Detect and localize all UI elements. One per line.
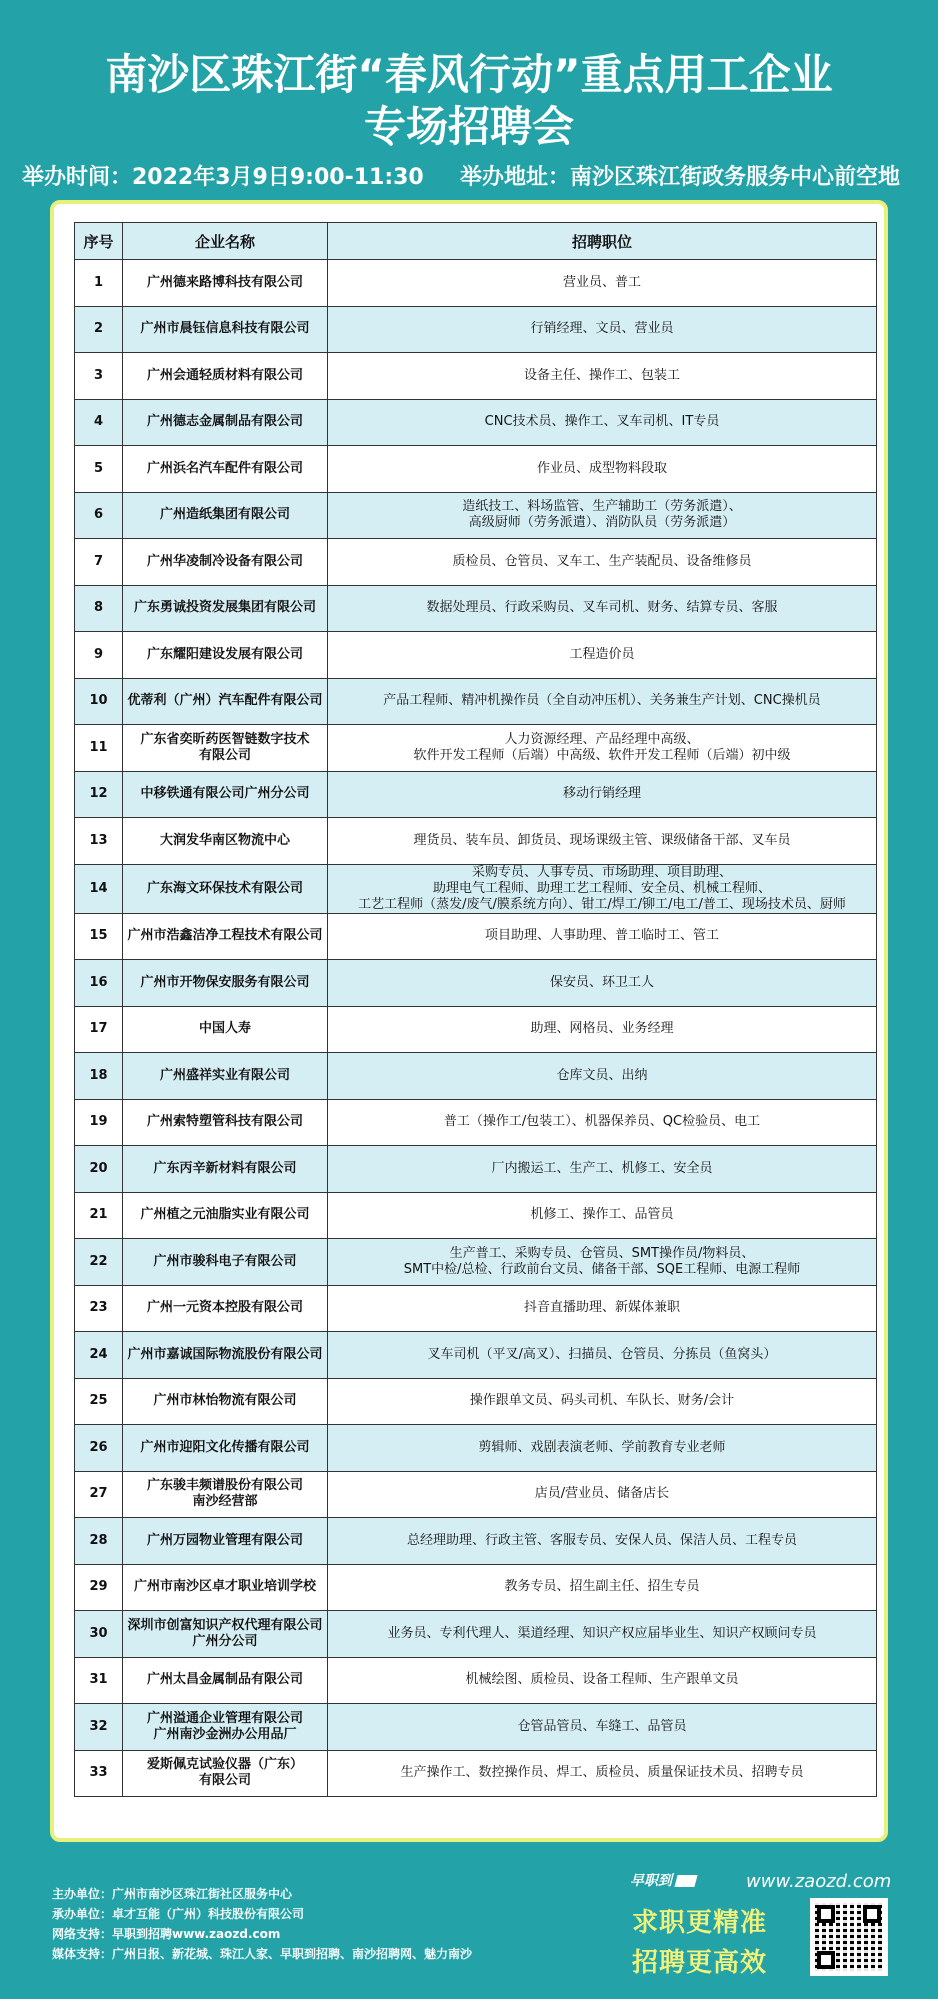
row-number: 8	[75, 585, 123, 632]
company-name: 广州市迎阳文化传播有限公司	[123, 1425, 328, 1472]
company-name: 广东耀阳建设发展有限公司	[123, 632, 328, 679]
job-positions: 仓管品管员、车缝工、品管员	[328, 1704, 877, 1751]
company-name: 广东勇诚投资发展集团有限公司	[123, 585, 328, 632]
company-name: 中移铁通有限公司广州分公司	[123, 771, 328, 818]
job-positions: 移动行销经理	[328, 771, 877, 818]
row-number: 2	[75, 306, 123, 353]
row-number: 22	[75, 1239, 123, 1286]
table-row	[75, 960, 877, 1007]
job-positions: CNC技术员、操作工、叉车司机、IT专员	[328, 399, 877, 446]
table-row	[75, 1564, 877, 1611]
row-number: 28	[75, 1518, 123, 1565]
company-name: 广州德来路博科技有限公司	[123, 260, 328, 307]
job-positions: 普工（操作工/包装工）、机器保养员、QC检验员、电工	[328, 1099, 877, 1146]
table-row	[75, 1750, 877, 1797]
table-row	[75, 913, 877, 960]
row-number: 5	[75, 446, 123, 493]
header-positions: 招聘职位	[328, 223, 877, 260]
company-name: 广州华凌制冷设备有限公司	[123, 539, 328, 586]
table-row	[75, 1657, 877, 1704]
row-number: 14	[75, 864, 123, 913]
row-number: 26	[75, 1425, 123, 1472]
job-positions: 抖音直播助理、新媒体兼职	[328, 1285, 877, 1332]
company-name: 广州德志金属制品有限公司	[123, 399, 328, 446]
job-positions: 业务员、专利代理人、渠道经理、知识产权应届毕业生、知识产权顾问专员	[328, 1611, 877, 1658]
table-row	[75, 539, 877, 586]
company-name: 中国人寿	[123, 1006, 328, 1053]
job-positions: 采购专员、人事专员、市场助理、项目助理、 助理电气工程师、助理工艺工程师、安全员、机械工程师、 工艺工程师（蒸发/废气/膜系统方向）、钳工/焊工/铆工/电工/普工、现场技术员、厨师	[328, 864, 877, 913]
table-row	[75, 585, 877, 632]
table-row	[75, 446, 877, 493]
company-name: 广州盛祥实业有限公司	[123, 1053, 328, 1100]
job-positions: 机械绘图、质检员、设备工程师、生产跟单文员	[328, 1657, 877, 1704]
job-positions: 造纸技工、料场监管、生产辅助工（劳务派遣）、 高级厨师（劳务派遣）、消防队员（劳务派遣）	[328, 492, 877, 539]
table-row	[75, 1425, 877, 1472]
table-row	[75, 1099, 877, 1146]
row-number: 10	[75, 678, 123, 725]
company-name: 广州浜名汽车配件有限公司	[123, 446, 328, 493]
row-number: 25	[75, 1378, 123, 1425]
table-row	[75, 632, 877, 679]
table-row	[75, 1471, 877, 1518]
row-number: 16	[75, 960, 123, 1007]
table-row	[75, 1239, 877, 1286]
table-row	[75, 771, 877, 818]
logo-mark-icon	[674, 1875, 697, 1887]
media-support-text: 媒体支持：广州日报、新花城、珠江人家、早职到招聘、南沙招聘网、魅力南沙	[52, 1947, 473, 1961]
table-row	[75, 306, 877, 353]
job-positions: 人力资源经理、产品经理中高级、 软件开发工程师（后端）中高级、软件开发工程师（后端）初中级	[328, 725, 877, 772]
row-number: 24	[75, 1332, 123, 1379]
brand-logo	[630, 1870, 696, 1890]
company-name: 爱斯佩克试验仪器（广东） 有限公司	[123, 1750, 328, 1797]
row-number: 1	[75, 260, 123, 307]
row-number: 15	[75, 913, 123, 960]
table-row	[75, 353, 877, 400]
table-row	[75, 260, 877, 307]
job-positions: 总经理助理、行政主管、客服专员、安保人员、保洁人员、工程专员	[328, 1518, 877, 1565]
company-name: 广州市开物保安服务有限公司	[123, 960, 328, 1007]
row-number: 7	[75, 539, 123, 586]
job-positions: 工程造价员	[328, 632, 877, 679]
company-name: 广州万园物业管理有限公司	[123, 1518, 328, 1565]
table-row	[75, 399, 877, 446]
job-positions: 仓库文员、出纳	[328, 1053, 877, 1100]
job-positions: 行销经理、文员、营业员	[328, 306, 877, 353]
table-row	[75, 1704, 877, 1751]
table-row	[75, 1332, 877, 1379]
company-name: 广州会通轻质材料有限公司	[123, 353, 328, 400]
row-number: 27	[75, 1471, 123, 1518]
slogan-line2: 招聘更高效	[632, 1948, 768, 1978]
row-number: 9	[75, 632, 123, 679]
table-row	[75, 1146, 877, 1193]
row-number: 3	[75, 353, 123, 400]
company-name: 优蒂利（广州）汽车配件有限公司	[123, 678, 328, 725]
event-place: 举办地址：南沙区珠江街政务服务中心前空地	[460, 165, 901, 190]
row-number: 31	[75, 1657, 123, 1704]
company-name: 广东省奕昕药医智链数字技术 有限公司	[123, 725, 328, 772]
brand-logo-text: 早职到	[630, 1873, 672, 1889]
page-title-line1: 南沙区珠江街“春风行动”重点用工企业	[105, 50, 833, 99]
table-row	[75, 492, 877, 539]
company-name: 深圳市创富知识产权代理有限公司 广州分公司	[123, 1611, 328, 1658]
job-positions: 数据处理员、行政采购员、叉车司机、财务、结算专员、客服	[328, 585, 877, 632]
company-name: 广州市嘉诚国际物流股份有限公司	[123, 1332, 328, 1379]
job-positions: 设备主任、操作工、包装工	[328, 353, 877, 400]
job-positions: 理货员、装车员、卸货员、现场课级主管、课级储备干部、叉车员	[328, 818, 877, 865]
table-row	[75, 1192, 877, 1239]
table-row	[75, 1285, 877, 1332]
job-positions: 机修工、操作工、品管员	[328, 1192, 877, 1239]
company-name: 广州一元资本控股有限公司	[123, 1285, 328, 1332]
table-row	[75, 1053, 877, 1100]
row-number: 4	[75, 399, 123, 446]
footer-credits	[52, 1884, 472, 1964]
job-positions: 店员/营业员、储备店长	[328, 1471, 877, 1518]
header-number: 序号	[75, 223, 123, 260]
table-header-row	[75, 223, 877, 260]
slogan-line1: 求职更精准	[632, 1908, 768, 1938]
row-number: 11	[75, 725, 123, 772]
row-number: 29	[75, 1564, 123, 1611]
website-url: www.zaozd.com	[746, 1871, 892, 1892]
row-number: 19	[75, 1099, 123, 1146]
row-number: 30	[75, 1611, 123, 1658]
row-number: 17	[75, 1006, 123, 1053]
row-number: 12	[75, 771, 123, 818]
table-row	[75, 725, 877, 772]
event-time: 举办时间：2022年3月9日9:00-11:30	[22, 165, 424, 190]
company-name: 广东海文环保技术有限公司	[123, 864, 328, 913]
table-row	[75, 1006, 877, 1053]
company-name: 广州市南沙区卓才职业培训学校	[123, 1564, 328, 1611]
table-row	[75, 864, 877, 913]
company-name: 大润发华南区物流中心	[123, 818, 328, 865]
job-positions: 项目助理、人事助理、普工临时工、管工	[328, 913, 877, 960]
header-company: 企业名称	[123, 223, 328, 260]
job-positions: 产品工程师、精冲机操作员（全自动冲压机）、关务兼生产计划、CNC操机员	[328, 678, 877, 725]
table-row	[75, 678, 877, 725]
table-row	[75, 818, 877, 865]
row-number: 13	[75, 818, 123, 865]
company-name: 广州造纸集团有限公司	[123, 492, 328, 539]
row-number: 6	[75, 492, 123, 539]
row-number: 32	[75, 1704, 123, 1751]
company-name: 广州市浩鑫洁净工程技术有限公司	[123, 913, 328, 960]
table-row	[75, 1378, 877, 1425]
row-number: 20	[75, 1146, 123, 1193]
company-name: 广州溢通企业管理有限公司 广州南沙金洲办公用品厂	[123, 1704, 328, 1751]
row-number: 33	[75, 1750, 123, 1797]
company-name: 广州市晨钰信息科技有限公司	[123, 306, 328, 353]
job-table	[74, 222, 877, 1797]
job-positions: 生产操作工、数控操作员、焊工、质检员、质量保证技术员、招聘专员	[328, 1750, 877, 1797]
company-name: 广州索特塑管科技有限公司	[123, 1099, 328, 1146]
job-positions: 剪辑师、戏剧表演老师、学前教育专业老师	[328, 1425, 877, 1472]
company-name: 广东骏丰频谱股份有限公司 南沙经营部	[123, 1471, 328, 1518]
job-positions: 质检员、仓管员、叉车工、生产装配员、设备维修员	[328, 539, 877, 586]
job-positions: 叉车司机（平叉/高叉）、扫描员、仓管员、分拣员（鱼窝头）	[328, 1332, 877, 1379]
job-positions: 生产普工、采购专员、仓管员、SMT操作员/物料员、 SMT中检/总检、行政前台文员、储备干部、SQE工程师、电源工程师	[328, 1239, 877, 1286]
company-name: 广州市骏科电子有限公司	[123, 1239, 328, 1286]
table-row	[75, 1518, 877, 1565]
job-positions: 营业员、普工	[328, 260, 877, 307]
network-support-text: 网络支持：早职到招聘www.zaozd.com	[52, 1927, 281, 1941]
company-name: 广东丙辛新材料有限公司	[123, 1146, 328, 1193]
company-name: 广州植之元油脂实业有限公司	[123, 1192, 328, 1239]
job-positions: 厂内搬运工、生产工、机修工、安全员	[328, 1146, 877, 1193]
row-number: 18	[75, 1053, 123, 1100]
company-name: 广州太昌金属制品有限公司	[123, 1657, 328, 1704]
job-positions: 教务专员、招生副主任、招生专员	[328, 1564, 877, 1611]
job-positions: 作业员、成型物料段取	[328, 446, 877, 493]
row-number: 21	[75, 1192, 123, 1239]
table-row	[75, 1611, 877, 1658]
undertaker-text: 承办单位：卓才互能（广州）科技股份有限公司	[52, 1907, 305, 1921]
row-number: 23	[75, 1285, 123, 1332]
job-positions: 助理、网格员、业务经理	[328, 1006, 877, 1053]
qr-code-icon	[812, 1900, 886, 1974]
job-positions: 操作跟单文员、码头司机、车队长、财务/会计	[328, 1378, 877, 1425]
company-name: 广州市林怡物流有限公司	[123, 1378, 328, 1425]
job-positions: 保安员、环卫工人	[328, 960, 877, 1007]
organizer-text: 主办单位：广州市南沙区珠江街社区服务中心	[52, 1887, 293, 1901]
job-table-panel	[50, 200, 888, 1842]
page-title-line2: 专场招聘会	[363, 102, 574, 151]
